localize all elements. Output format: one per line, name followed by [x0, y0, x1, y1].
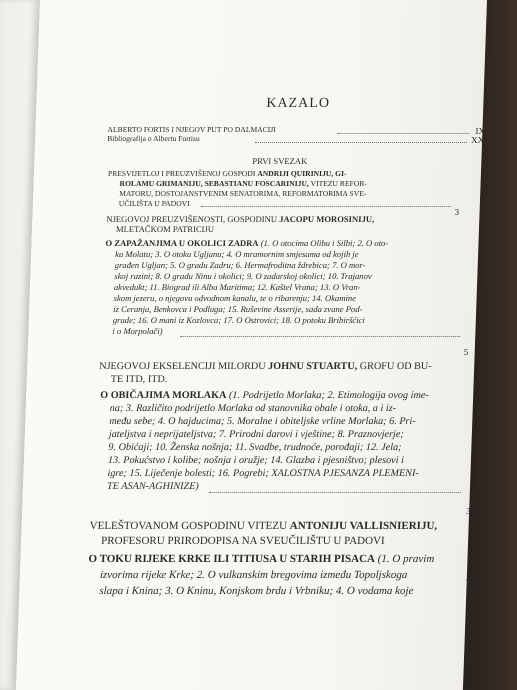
chapter-text: skoj razini; 8. O gradu Ninu i okolici; 9. O zadarskoj okolici; 10. Trajanov [114, 271, 372, 281]
chapter-text: akvedukt; 11. Biograd ili Alba Maritima; 12. Kaštel Vrana; 13. O Vran- [113, 282, 361, 292]
page-number: 3 [454, 207, 460, 217]
leader-dots [209, 492, 461, 493]
dedication-line: UČILIŠTA U PADOVI [118, 199, 190, 208]
section-heading: PRVI SVEZAK [252, 156, 308, 166]
page-title: KAZALO [266, 96, 331, 111]
toc-entry-bibliography: Bibliografija o Albertu Fortisu [107, 134, 200, 143]
dedication-line: TE ITD, ITD. [110, 374, 168, 385]
chapter-text: iz Ceranja, Benkovca i Podluga; 15. Ruševine Asserije, sada zvane Pod- [113, 304, 363, 314]
leader-dots [255, 142, 467, 143]
chapter-text: 13. Pokućstvo i kolibe; nošnja i oružje; 14. Glazba i pjesništvo; plesovi i [107, 455, 405, 466]
leader-dots [201, 206, 451, 207]
dedication-line: PROFESORU PRIRODOPISA NA SVEUČILIŠTU U PADOVI [100, 535, 385, 547]
chapter-text: izvorima rijeke Krke; 2. O vulkanskim bregovima između Topoljskoga [99, 569, 408, 581]
chapter-text: slapa i Knina; 3. O Kninu, Konjskom brdu i Vrbniku; 4. O vodama koje [99, 585, 414, 597]
book-page [16, 0, 494, 690]
chapter-text: na; 3. Različito podrijetlo Morlaka od stanovnika obale i otoka, a i iz- [109, 403, 397, 414]
dedication-line: NJEGOVOJ EKSELENCIJI MILORDU JOHNU STUARTU, GROFU OD BU- [99, 361, 432, 372]
page-number: 5 [463, 347, 469, 357]
page-number: 33 [465, 506, 476, 516]
chapter-text: jateljstva i neprijateljstva; 7. Prirodni darovi i vještine; 8. Praznovjerje; [108, 429, 404, 440]
page-number: IX [475, 126, 486, 136]
dedication-line: PRESVIJETLOJ I PREUZVIŠENOJ GOSPODI ANDRIJI QUIRINIJU, GI- [107, 169, 347, 178]
toc-entry-fortis: ALBERTO FORTIS I NJEGOV PUT PO DALMACIJI [107, 125, 276, 134]
dedication-line: ROLAMU GRIMANIJU, SEBASTIANU FOSCARINIJU, VITEZU REFOR- [119, 179, 368, 188]
dedication-line: NJEGOVOJ PREUZVIŠENOSTI, GOSPODINU JACOPU MOROSINIJU, [106, 214, 375, 224]
folio-number: V [465, 578, 477, 594]
chapter-text: 9. Obićaji; 10. Ženska nošnja; 11. Svadbe, trudnoće, porođaji; 12. Jela; [108, 442, 402, 453]
chapter-krka: O TOKU RIJEKE KRKE ILI TITIUSA U STARIH PISACA (1. O pravim [88, 553, 435, 565]
chapter-text: skom jezeru, o njegovu odvodnom kanalu, te o ribarenju; 14. Okamine [113, 293, 357, 303]
chapter-text: među sebe; 4. O hajducima; 5. Moralne i obiteljske vrline Morlaka; 6. Pri- [109, 416, 416, 427]
chapter-text: grade; 16. O mani iz Kozlovca; 17. O Ostrovici; 18. O potoku Bribiršćici [112, 315, 365, 325]
dedication-line: VELEŠTOVANOM GOSPODINU VITEZU ANTONIJU VALLISNIERIJU, [89, 520, 438, 532]
table-of-contents [86, 0, 510, 690]
chapter-text: i o Morpolači) [112, 326, 163, 336]
chapter-zadar: O ZAPAŽANJIMA U OKOLICI ZADRA (1. O otocima Olibu i Silbi; 2. O oto- [105, 238, 389, 248]
dedication-line: MLETAČKOM PATRICIJU [115, 224, 215, 234]
page-number: XXIX [470, 135, 494, 145]
dedication-line: MATORU, DOSTOJANSTVENIM SENATORIMA, REFORMATORIMA SVE- [119, 189, 367, 198]
chapter-morlaci: O OBIČAJIMA MORLAKA (1. Podrijetlo Morlaka; 2. Etimologija ovog ime- [99, 390, 429, 401]
chapter-text: građen Ugljan; 5. O gradu Zadru; 6. Hermafroditna ždrebica; 7. O mor- [114, 260, 366, 270]
leader-dots [180, 336, 460, 337]
chapter-text: ku Molatu; 3. O otoku Ugljanu; 4. O mramornim smjesama od kojih je [114, 249, 359, 259]
leader-dots [337, 133, 469, 134]
chapter-text: TE ASAN-AGHINIZE) [106, 481, 199, 492]
chapter-text: igre; 15. Liječenje bolesti; 16. Pogrebi; XALOSTNA PJESANZA PLEMENI- [107, 468, 419, 479]
